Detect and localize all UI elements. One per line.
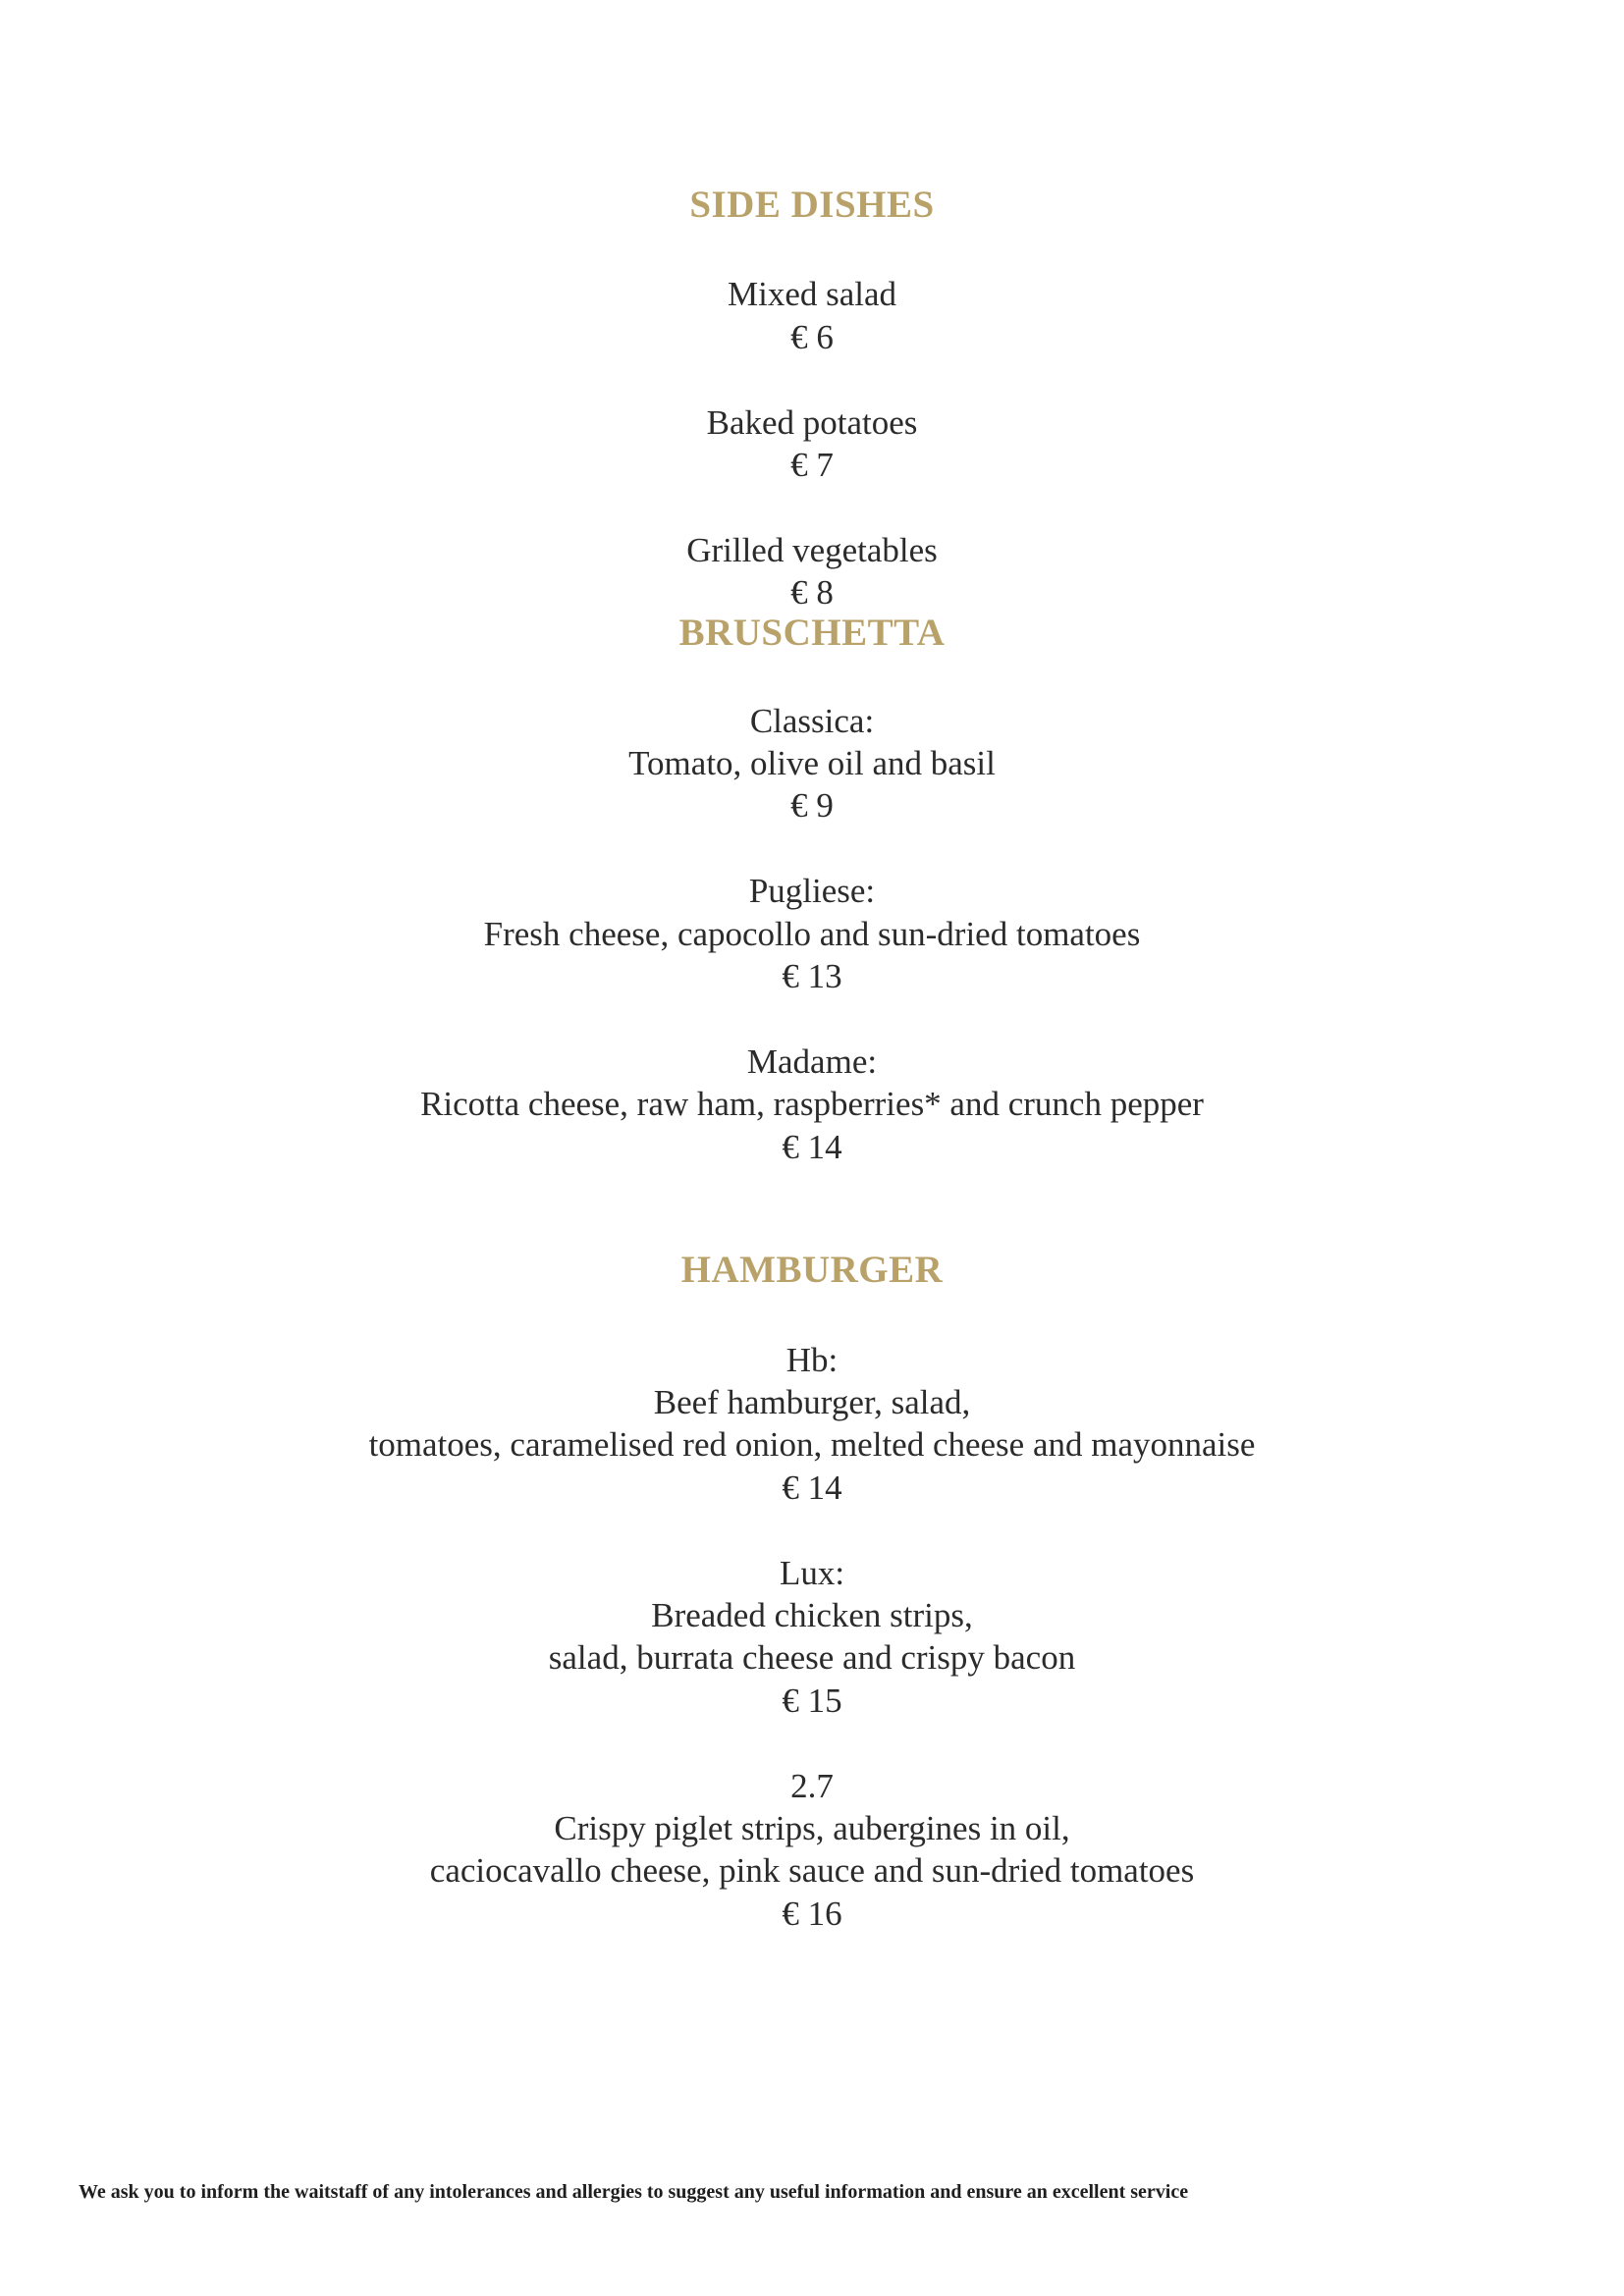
- section-title-hamburger: HAMBURGER: [680, 1249, 944, 1291]
- item-description-lux-1: Breaded chicken strips,: [651, 1596, 973, 1634]
- item-name-2-7: 2.7: [790, 1767, 834, 1805]
- item-description-madame: Ricotta cheese, raw ham, raspberries* and crunch pepper: [420, 1085, 1204, 1123]
- item-description-2-7-1: Crispy piglet strips, aubergines in oil,: [554, 1809, 1070, 1847]
- item-description-lux-2: salad, burrata cheese and crispy bacon: [548, 1638, 1076, 1677]
- item-name-grilled-vegetables: Grilled vegetables: [686, 531, 938, 569]
- item-name-hb: Hb:: [785, 1341, 839, 1379]
- section-title-side-dishes: SIDE DISHES: [689, 184, 935, 226]
- item-price-hb: € 14: [782, 1468, 842, 1507]
- item-description-hb-2: tomatoes, caramelised red onion, melted cheese and mayonnaise: [368, 1425, 1256, 1464]
- item-description-classica: Tomato, olive oil and basil: [628, 744, 996, 782]
- item-name-lux: Lux:: [779, 1554, 845, 1592]
- section-title-bruschetta: BRUSCHETTA: [678, 612, 946, 654]
- item-price-grilled-vegetables: € 8: [790, 573, 834, 612]
- item-price-mixed-salad: € 6: [790, 318, 834, 356]
- item-price-2-7: € 16: [782, 1895, 842, 1933]
- item-price-classica: € 9: [790, 786, 834, 825]
- item-price-pugliese: € 13: [782, 957, 842, 995]
- item-name-classica: Classica:: [749, 702, 875, 740]
- item-name-pugliese: Pugliese:: [748, 872, 876, 910]
- item-description-hb-1: Beef hamburger, salad,: [653, 1383, 971, 1421]
- item-description-pugliese: Fresh cheese, capocollo and sun-dried tomatoes: [483, 915, 1141, 953]
- item-name-baked-potatoes: Baked potatoes: [706, 403, 918, 442]
- allergy-notice: We ask you to inform the waitstaff of any intolerances and allergies to suggest any useful information and ensure an excellent service: [79, 2181, 1189, 2203]
- item-price-lux: € 15: [782, 1682, 842, 1720]
- item-price-madame: € 14: [782, 1128, 842, 1166]
- item-name-mixed-salad: Mixed salad: [727, 275, 897, 313]
- item-name-madame: Madame:: [746, 1042, 878, 1081]
- item-description-2-7-2: caciocavallo cheese, pink sauce and sun-dried tomatoes: [429, 1851, 1195, 1890]
- item-price-baked-potatoes: € 7: [790, 446, 834, 484]
